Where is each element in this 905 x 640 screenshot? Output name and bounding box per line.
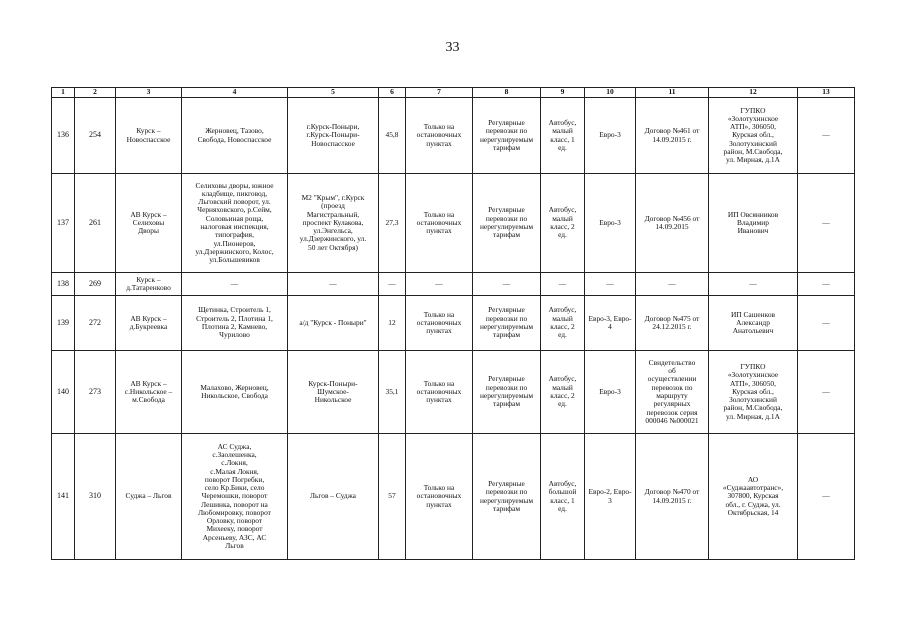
transport-type-cell: Регулярные перевозки по нерегулируемым тарифам xyxy=(473,296,541,351)
notes-cell: — xyxy=(798,273,855,296)
route-number-cell: 310 xyxy=(75,434,116,560)
table-row xyxy=(52,174,855,273)
routes-table xyxy=(51,87,855,560)
stops-cell: Малахово, Жерновец, Никольское, Свобода xyxy=(182,351,288,434)
vehicle-class-cell: Автобус, малый класс, 2 ед. xyxy=(541,174,585,273)
contract-cell: — xyxy=(636,273,709,296)
streets-cell: М2 "Крым", г.Курск (проезд Магистральный, проспект Кулакова, ул.Энгельса, ул.Дзержинского, ул. 50 лет Октября) xyxy=(288,174,379,273)
notes-cell: — xyxy=(798,434,855,560)
header-cell: 5 xyxy=(288,88,379,98)
route-number-cell: 272 xyxy=(75,296,116,351)
streets-cell: — xyxy=(288,273,379,296)
table-row xyxy=(52,98,855,174)
transport-type-cell: Регулярные перевозки по нерегулируемым тарифам xyxy=(473,174,541,273)
contract-cell: Договор №461 от 14.09.2015 г. xyxy=(636,98,709,174)
route-name-cell: АВ Курск – с.Никольское – м.Свобода xyxy=(116,351,182,434)
header-cell: 11 xyxy=(636,88,709,98)
contract-cell: Договор №475 от 24.12.2015 г. xyxy=(636,296,709,351)
header-cell: 9 xyxy=(541,88,585,98)
stops-cell: Жерновец, Тазово, Свобода, Новоспасское xyxy=(182,98,288,174)
contract-cell: Договор №470 от 14.09.2015 г. xyxy=(636,434,709,560)
eco-class-cell: — xyxy=(585,273,636,296)
eco-class-cell: Евро-3 xyxy=(585,351,636,434)
page-number: 33 xyxy=(445,40,460,55)
transport-type-cell: Регулярные перевозки по нерегулируемым тарифам xyxy=(473,434,541,560)
carrier-cell: ИП Овсянников Владимир Иванович xyxy=(709,174,798,273)
route-name-cell: АВ Курск – Селиховы Дворы xyxy=(116,174,182,273)
notes-cell: — xyxy=(798,351,855,434)
notes-cell: — xyxy=(798,98,855,174)
contract-cell: Свидетельство об осуществлении перевозок по маршруту регулярных перевозок серия 000046 №000021 xyxy=(636,351,709,434)
eco-class-cell: Евро-2, Евро- 3 xyxy=(585,434,636,560)
eco-class-cell: Евро-3, Евро- 4 xyxy=(585,296,636,351)
row-number-cell: 137 xyxy=(52,174,75,273)
streets-cell: а/д "Курск - Поныри" xyxy=(288,296,379,351)
carrier-cell: ГУПКО «Золотухинское АТП», 306050, Курская обл., Золотухинский район, М.Свобода, ул. Мирная, д.1А xyxy=(709,351,798,434)
boarding-order-cell: Только на остановочных пунктах xyxy=(406,98,473,174)
stops-cell: Щетинка, Строитель 1, Строитель 2, Плотина 1, Плотина 2, Камнево, Чурилово xyxy=(182,296,288,351)
boarding-order-cell: Только на остановочных пунктах xyxy=(406,174,473,273)
route-number-cell: 254 xyxy=(75,98,116,174)
boarding-order-cell: Только на остановочных пунктах xyxy=(406,351,473,434)
eco-class-cell: Евро-3 xyxy=(585,174,636,273)
header-cell: 7 xyxy=(406,88,473,98)
header-row xyxy=(52,88,855,98)
streets-cell: Льгов – Суджа xyxy=(288,434,379,560)
header-cell: 12 xyxy=(709,88,798,98)
table-row xyxy=(52,296,855,351)
route-name-cell: АВ Курск – д.Букреевка xyxy=(116,296,182,351)
header-cell: 8 xyxy=(473,88,541,98)
header-cell: 2 xyxy=(75,88,116,98)
boarding-order-cell: Только на остановочных пунктах xyxy=(406,434,473,560)
table-row xyxy=(52,434,855,560)
length-cell: — xyxy=(379,273,406,296)
header-cell: 1 xyxy=(52,88,75,98)
carrier-cell: ИП Сашенков Александр Анатольевич xyxy=(709,296,798,351)
row-number-cell: 138 xyxy=(52,273,75,296)
notes-cell: — xyxy=(798,174,855,273)
vehicle-class-cell: — xyxy=(541,273,585,296)
length-cell: 27,3 xyxy=(379,174,406,273)
row-number-cell: 140 xyxy=(52,351,75,434)
row-number-cell: 136 xyxy=(52,98,75,174)
vehicle-class-cell: Автобус, малый класс, 1 ед. xyxy=(541,98,585,174)
header-cell: 3 xyxy=(116,88,182,98)
carrier-cell: ГУПКО «Золотухинское АТП», 306050, Курская обл., Золотухинский район, М.Свобода, ул. Мирная, д.1А xyxy=(709,98,798,174)
length-cell: 57 xyxy=(379,434,406,560)
vehicle-class-cell: Автобус, большой класс, 1 ед. xyxy=(541,434,585,560)
route-number-cell: 261 xyxy=(75,174,116,273)
boarding-order-cell: — xyxy=(406,273,473,296)
vehicle-class-cell: Автобус, малый класс, 2 ед. xyxy=(541,296,585,351)
transport-type-cell: Регулярные перевозки по нерегулируемым тарифам xyxy=(473,98,541,174)
streets-cell: Курск-Поныри- Шумское- Никольское xyxy=(288,351,379,434)
route-number-cell: 273 xyxy=(75,351,116,434)
header-cell: 6 xyxy=(379,88,406,98)
vehicle-class-cell: Автобус, малый класс, 2 ед. xyxy=(541,351,585,434)
row-number-cell: 141 xyxy=(52,434,75,560)
transport-type-cell: — xyxy=(473,273,541,296)
transport-type-cell: Регулярные перевозки по нерегулируемым тарифам xyxy=(473,351,541,434)
eco-class-cell: Евро-3 xyxy=(585,98,636,174)
contract-cell: Договор №456 от 14.09.2015 xyxy=(636,174,709,273)
boarding-order-cell: Только на остановочных пунктах xyxy=(406,296,473,351)
stops-cell: АС Суджа, с.Заолешенка, с.Локня, с.Малая Локня, поворот Погребки, село Кр.Бики, село Черемошки, поворот Лешинка, поворот на Любомировку, поворот Орловку, поворот Михееку, поворот Арсеньеву, АЗС, АС Льгов xyxy=(182,434,288,560)
header-cell: 4 xyxy=(182,88,288,98)
length-cell: 35,1 xyxy=(379,351,406,434)
header-cell: 10 xyxy=(585,88,636,98)
table-row xyxy=(52,273,855,296)
row-number-cell: 139 xyxy=(52,296,75,351)
carrier-cell: — xyxy=(709,273,798,296)
notes-cell: — xyxy=(798,296,855,351)
streets-cell: г.Курск-Поныри, г.Курск-Поныри- Новоспасское xyxy=(288,98,379,174)
length-cell: 12 xyxy=(379,296,406,351)
route-name-cell: Суджа – Льгов xyxy=(116,434,182,560)
route-number-cell: 269 xyxy=(75,273,116,296)
stops-cell: Селиховы дворы, южное кладбище, пикговод, Льговский поворот, ул. Черняховского, р.Сейм, Соловьиная роща, налоговая инспекция, типография, ул.Пионеров, ул.Дзержинского, Колос, ул.Большевиков xyxy=(182,174,288,273)
table-row xyxy=(52,351,855,434)
carrier-cell: АО «Суджаавтотранс», 307800, Курская обл., г. Суджа, ул. Октябрьская, 14 xyxy=(709,434,798,560)
header-cell: 13 xyxy=(798,88,855,98)
route-name-cell: Курск – д.Татаренково xyxy=(116,273,182,296)
stops-cell: — xyxy=(182,273,288,296)
length-cell: 45,8 xyxy=(379,98,406,174)
route-name-cell: Курск – Новоспасское xyxy=(116,98,182,174)
